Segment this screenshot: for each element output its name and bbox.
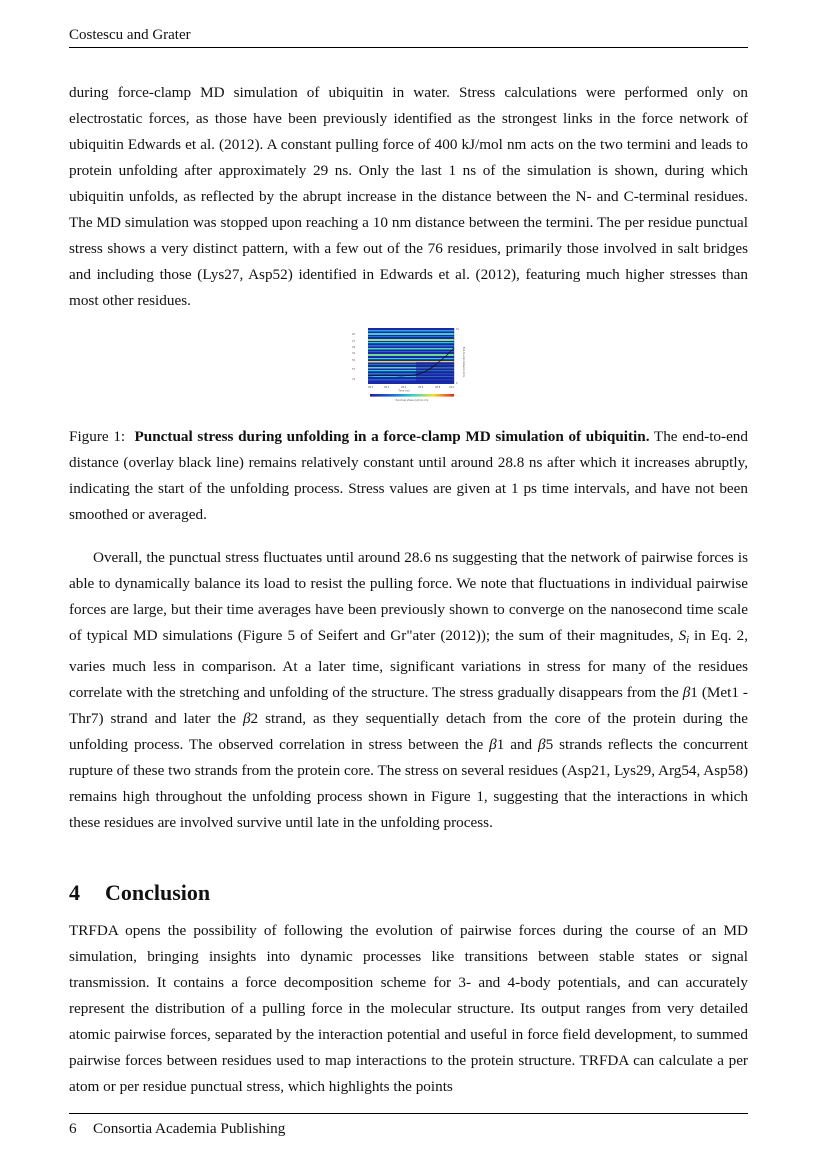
paragraph-2-part: 2 strand, as they sequentially detach from the core of the protein during the unfolding process. The observed correlation in stress between the <box>69 710 748 753</box>
svg-text:52: 52 <box>352 359 356 362</box>
math-subscript-i: i <box>686 635 689 646</box>
math-symbol-s: S <box>678 627 687 644</box>
paragraph-2-part: 5 strands reflects the concurrent rupture of these two strands from the protein core. The stress on several residues (Asp21, Lys29, Arg54, Asp58) remains high throughout the unfolding process shown in Figure 1, suggesting that the interactions in which these residues are involved survive until late in the unfolding process. <box>69 736 749 831</box>
svg-text:34: 34 <box>352 352 356 355</box>
publisher: Consortia Academia Publishing <box>93 1120 286 1137</box>
paragraph-2 <box>69 545 748 836</box>
paragraph-2-part: Overall, the punctual stress fluctuates until around 28.6 ns suggesting that the network of pairwise forces is able to dynamically balance its load to resist the pulling force. We note that fluctuations in individual pairwise forces are large, but their time averages have been previously shown to converge on the nanosecond time scale of typical MD simulations (Figure 5 of Seifert and Gr"ater (2012)); the sum of their magnitudes, <box>69 549 748 644</box>
x-tick: 28.4 <box>401 386 407 389</box>
y-tick-labels <box>352 333 356 381</box>
section-number: 4 <box>69 880 80 905</box>
x-tick: 29.0 <box>449 386 455 389</box>
figure-label: Figure 1: <box>69 428 126 445</box>
page-footer <box>69 1119 285 1139</box>
page-number: 6 <box>69 1120 77 1137</box>
svg-text:72: 72 <box>352 378 356 381</box>
x-tick: 28.6 <box>418 386 424 389</box>
svg-text:20: 20 <box>352 333 356 336</box>
paragraph-2-part: 1 and <box>496 736 533 753</box>
figure-title: Punctual stress during unfolding in a force-clamp MD simulation of ubiquitin. <box>134 428 650 445</box>
svg-text:0: 0 <box>456 382 458 385</box>
heatmap-svg <box>346 326 466 402</box>
x-tick: 28.8 <box>435 386 441 389</box>
paragraph-2-part: in Eq. 2, varies much less in comparison. At a later time, significant variations in stress for many of the residues correlate with the stretching and unfolding of the structure. The stress gradually disappears from the <box>69 627 749 701</box>
paragraph-1: during force-clamp MD simulation of ubiquitin in water. Stress calculations were performed only on electrostatic forces, as those have been previously identified as the strongest links in the force network of ubiquitin Edwards et al. (2012). A constant pulling force of 400 kJ/mol nm acts on the two termini and leads to protein unfolding after approximately 29 ns. Only the last 1 ns of the simulation is shown, during which ubiquitin unfolds, as reflected by the abrupt increase in the distance between the N- and C-terminal residues. The MD simulation was stopped upon reaching a 10 nm distance between the termini. The per residue punctual stress shows a very distinct pattern, with a few out of the 76 residues, primarily those involved in salt bridges and including those (Lys27, Asp52) identified in Edwards et al. (2012), featuring much higher stresses than most other residues. <box>69 84 748 309</box>
x-tick: 28.2 <box>384 386 390 389</box>
paragraph-2-part: 1 (Met1 - Thr7) strand and later the <box>69 684 748 727</box>
right-axis-label: End-to-end distance (nm) <box>462 346 465 378</box>
svg-text:27: 27 <box>352 340 356 343</box>
math-beta: β <box>538 736 546 753</box>
x-axis-label: Time (ns) <box>398 389 410 393</box>
footer-rule <box>69 1113 748 1114</box>
x-tick-labels <box>368 386 455 393</box>
svg-text:57: 57 <box>352 368 356 371</box>
math-beta: β <box>682 684 691 701</box>
math-beta: β <box>242 710 251 727</box>
svg-text:29: 29 <box>352 346 356 349</box>
right-axis <box>454 328 465 385</box>
svg-text:10: 10 <box>456 328 460 331</box>
section-heading <box>69 878 210 908</box>
running-header: Costescu and Grater <box>69 27 191 43</box>
math-beta: β <box>489 736 497 753</box>
header-rule <box>69 47 748 48</box>
figure-caption-text: The end-to-end distance (overlay black line) remains relatively constant until around 28.8 ns after which it increases abruptly, indicating the start of the unfolding process. Stress values are given at 1 ps time intervals, and have not been smoothed or averaged. <box>69 428 748 523</box>
paragraph-3: TRFDA opens the possibility of following the evolution of pairwise forces during the course of an MD simulation, bringing insights into dynamic processes like transitions between stable states or signal transmission. It contains a force decomposition scheme for 3- and 4-body potentials, and can accurately represent the distribution of a pulling force in the molecular structure. Its output ranges from very detailed atomic pairwise forces, separated by the interaction potential and useful in force field development, to summed pairwise forces between residues used to map interactions to the protein structure. TRFDA can calculate a per atom or per residue punctual stress, which highlights the points <box>69 922 748 1095</box>
figure-1-caption <box>69 424 748 528</box>
x-tick: 28.0 <box>368 386 374 389</box>
section-title: Conclusion <box>105 880 211 905</box>
figure-1-heatmap <box>346 326 466 402</box>
colorbar <box>370 394 454 397</box>
colorbar-label: Punctual stress (kJ/mol nm) <box>395 398 429 402</box>
